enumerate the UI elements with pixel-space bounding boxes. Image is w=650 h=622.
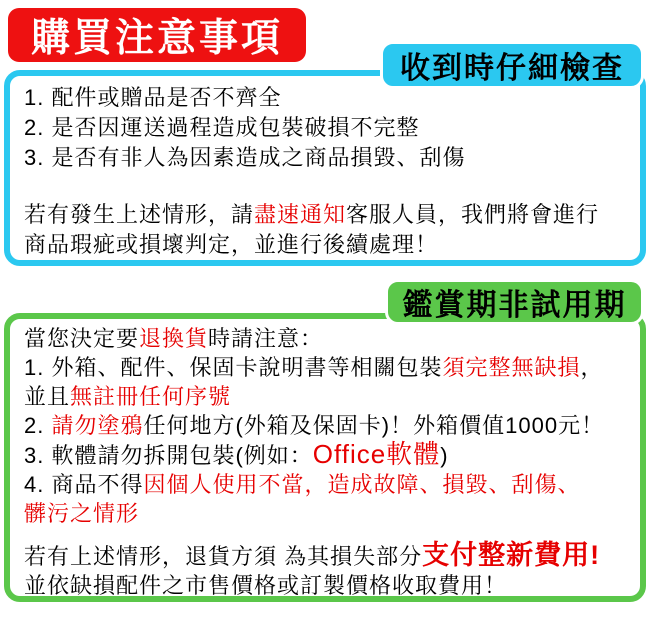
text-segment: 時請注意： bbox=[208, 326, 324, 351]
text-segment: 髒污之情形 bbox=[24, 501, 140, 526]
text-segment: 任何地方(外箱及保固卡)！外箱價值1000元！ bbox=[143, 413, 605, 438]
text-segment: 當您決定要 bbox=[24, 326, 140, 351]
text-segment: 須完整無缺損 bbox=[442, 355, 581, 380]
section1-tab-label: 收到時仔細檢查 bbox=[400, 52, 624, 85]
text-segment: 1. 外箱、配件、保固卡說明書等相關包裝 bbox=[24, 355, 443, 380]
notice-line bbox=[24, 230, 626, 260]
text-segment: 若有上述情形，退貨方須 為其損失部分 bbox=[24, 544, 423, 569]
page-title: 購買注意事項 bbox=[30, 17, 283, 60]
text-segment: 4. 商品不得 bbox=[24, 472, 144, 497]
text-segment: 請勿塗鴉 bbox=[51, 413, 144, 438]
notice-line bbox=[24, 541, 626, 571]
text-segment: 客服人員，我們將會進行 bbox=[346, 202, 600, 227]
notice-line bbox=[24, 353, 626, 382]
section1-box bbox=[4, 70, 646, 266]
section2-box bbox=[4, 313, 646, 602]
notice-line bbox=[24, 470, 626, 499]
section2-content bbox=[10, 319, 640, 600]
text-segment: 退換貨 bbox=[139, 326, 209, 351]
text-segment: 無註冊任何序號 bbox=[70, 384, 232, 409]
checklist-item: 3. 是否有非人為因素造成之商品損毀、刮傷 bbox=[24, 145, 466, 170]
notice-line bbox=[24, 324, 626, 353]
notice-line bbox=[24, 200, 626, 230]
text-segment: 並且 bbox=[24, 384, 71, 409]
text-segment: 盡速通知 bbox=[254, 202, 347, 227]
notice-line bbox=[24, 382, 626, 411]
title-banner bbox=[8, 8, 306, 62]
notice-line bbox=[24, 499, 626, 528]
text-segment: ) bbox=[440, 443, 449, 468]
notice-line bbox=[24, 571, 626, 600]
text-segment: Office軟體 bbox=[312, 439, 441, 469]
section1-content bbox=[10, 76, 640, 260]
text-segment: 2. bbox=[24, 413, 52, 438]
section2-tab-label: 鑑賞期非試用期 bbox=[402, 289, 627, 322]
section1-tab bbox=[380, 41, 644, 89]
text-segment: 商品瑕疵或損壞判定，並進行後續處理！ bbox=[24, 232, 439, 257]
text-segment: ， bbox=[580, 355, 604, 380]
text-segment: 3. 軟體請勿拆開包裝(例如： bbox=[24, 443, 313, 468]
notice-line bbox=[24, 411, 626, 440]
checklist-item: 2. 是否因運送過程造成包裝破損不完整 bbox=[24, 115, 420, 140]
text-segment: 因個人使用不當，造成故障、損毀、刮傷、 bbox=[143, 472, 581, 497]
section2-tab bbox=[385, 279, 644, 325]
notice-line bbox=[24, 440, 626, 470]
text-segment: 並依缺損配件之市售價格或訂製價格收取費用！ bbox=[24, 573, 508, 598]
text-segment: 支付整新費用! bbox=[422, 540, 601, 570]
text-segment: 若有發生上述情形，請 bbox=[24, 202, 255, 227]
checklist-item: 1. 配件或贈品是否不齊全 bbox=[24, 85, 282, 110]
